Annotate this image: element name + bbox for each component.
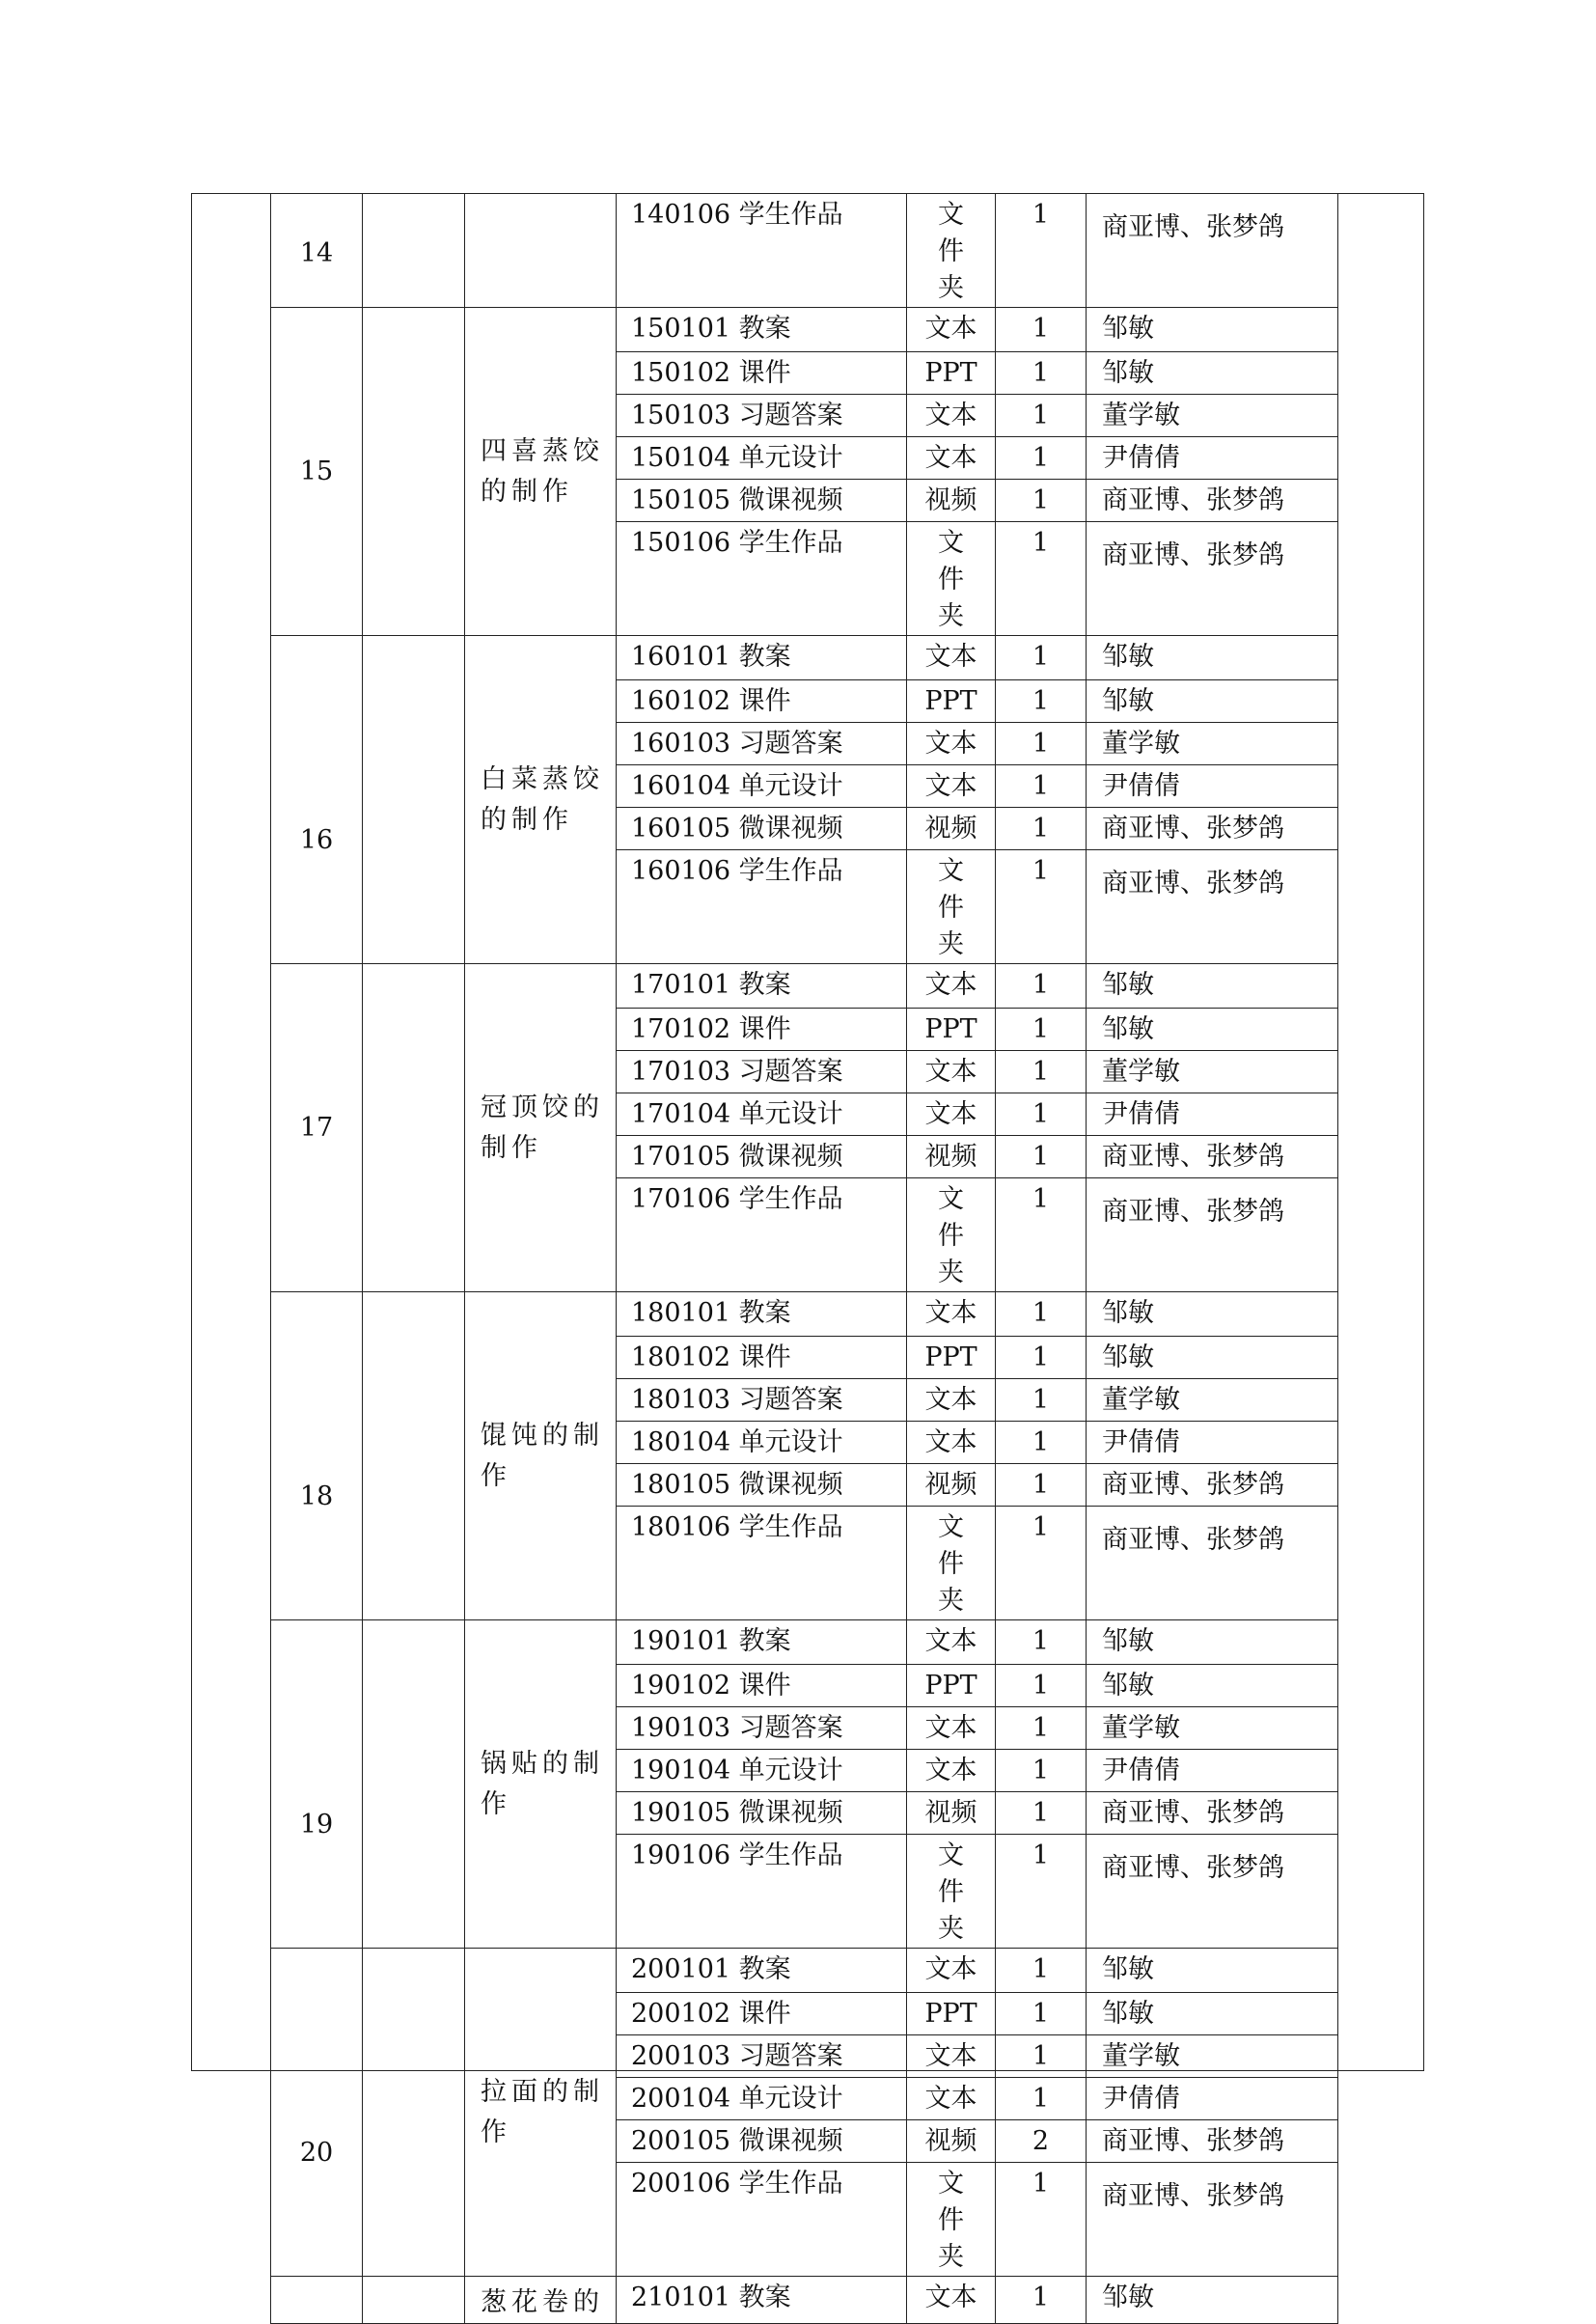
resource-author: 商亚博、张梦鸽 [1087, 808, 1338, 850]
resource-count: 1 [996, 1051, 1087, 1093]
resource-type: PPT [907, 352, 996, 395]
table-row [271, 636, 1338, 680]
resource-type: 文本 [907, 1051, 996, 1093]
resource-author: 邹敏 [1087, 1993, 1338, 2035]
resource-count: 1 [996, 1136, 1087, 1178]
resource-type: 视频 [907, 1464, 996, 1507]
resource-count: 1 [996, 1949, 1087, 1993]
resource-type: 文本 [907, 395, 996, 437]
resource-type: 视频 [907, 2120, 996, 2163]
resource-author: 尹倩倩 [1087, 765, 1338, 808]
resource-count: 1 [996, 1422, 1087, 1464]
resource-name: 160106 学生作品 [617, 850, 907, 964]
resource-type: 视频 [907, 480, 996, 522]
resource-author: 商亚博、张梦鸽 [1087, 1792, 1338, 1835]
resource-type: 文本 [907, 636, 996, 680]
resource-author: 邹敏 [1087, 308, 1338, 352]
topic-cell: 锅贴的制作 [465, 1620, 617, 1949]
group-number: 19 [271, 1620, 363, 1949]
resource-count: 1 [996, 480, 1087, 522]
resource-type: 文件夹 [907, 522, 996, 636]
resource-author: 商亚博、张梦鸽 [1087, 522, 1338, 636]
resource-name: 190106 学生作品 [617, 1835, 907, 1949]
resource-name: 140106 学生作品 [617, 194, 907, 308]
resource-count: 1 [996, 964, 1087, 1009]
blank-cell [363, 1949, 465, 2277]
resource-name: 190101 教案 [617, 1620, 907, 1665]
resource-type: 文本 [907, 1422, 996, 1464]
resource-author: 尹倩倩 [1087, 1093, 1338, 1136]
resource-type: 视频 [907, 1792, 996, 1835]
table-row [271, 2277, 1338, 2324]
resource-count: 1 [996, 1993, 1087, 2035]
resource-author: 邹敏 [1087, 352, 1338, 395]
resource-type: PPT [907, 1337, 996, 1379]
resource-author: 邹敏 [1087, 1665, 1338, 1707]
resource-name: 150106 学生作品 [617, 522, 907, 636]
resource-type: PPT [907, 1993, 996, 2035]
resource-type: 文本 [907, 765, 996, 808]
resource-type: 文件夹 [907, 1178, 996, 1292]
resource-count: 1 [996, 522, 1087, 636]
resource-type: 文本 [907, 1750, 996, 1792]
resource-name: 180104 单元设计 [617, 1422, 907, 1464]
resource-author: 董学敏 [1087, 2035, 1338, 2078]
resource-type: 视频 [907, 808, 996, 850]
resource-author: 邹敏 [1087, 1009, 1338, 1051]
resource-type: 文本 [907, 2078, 996, 2120]
resource-count: 1 [996, 723, 1087, 765]
resource-type: 文本 [907, 1949, 996, 1993]
resource-count: 1 [996, 1292, 1087, 1337]
resource-name: 200103 习题答案 [617, 2035, 907, 2078]
resource-name: 170106 学生作品 [617, 1178, 907, 1292]
resource-type: 文件夹 [907, 2163, 996, 2277]
resource-count: 1 [996, 1507, 1087, 1620]
resource-name: 180106 学生作品 [617, 1507, 907, 1620]
resource-count: 1 [996, 1464, 1087, 1507]
resource-author: 董学敏 [1087, 395, 1338, 437]
group-number: 17 [271, 964, 363, 1292]
resource-author: 邹敏 [1087, 1337, 1338, 1379]
resource-count: 1 [996, 1379, 1087, 1422]
resource-count: 1 [996, 2035, 1087, 2078]
resource-name: 160102 课件 [617, 680, 907, 723]
resource-name: 190102 课件 [617, 1665, 907, 1707]
resource-type: 文本 [907, 1093, 996, 1136]
resource-count: 1 [996, 2078, 1087, 2120]
table-row [271, 308, 1338, 352]
resource-count: 2 [996, 2120, 1087, 2163]
resource-count: 1 [996, 1707, 1087, 1750]
resource-type: 文件夹 [907, 850, 996, 964]
group-number: 20 [271, 1949, 363, 2277]
resource-count: 1 [996, 850, 1087, 964]
resource-type: PPT [907, 680, 996, 723]
resource-name: 180103 习题答案 [617, 1379, 907, 1422]
group-number [271, 2277, 363, 2324]
resource-name: 160104 单元设计 [617, 765, 907, 808]
blank-cell [363, 1292, 465, 1620]
resource-author: 商亚博、张梦鸽 [1087, 2163, 1338, 2277]
resource-name: 160103 习题答案 [617, 723, 907, 765]
resource-table [270, 193, 1338, 2324]
blank-cell [363, 2277, 465, 2324]
resource-author: 邹敏 [1087, 1620, 1338, 1665]
topic-cell: 四喜蒸饺的制作 [465, 308, 617, 636]
resource-type: 文本 [907, 1620, 996, 1665]
resource-name: 170103 习题答案 [617, 1051, 907, 1093]
resource-type: 文本 [907, 1379, 996, 1422]
resource-name: 150102 课件 [617, 352, 907, 395]
resource-count: 1 [996, 1665, 1087, 1707]
group-number: 18 [271, 1292, 363, 1620]
resource-author: 尹倩倩 [1087, 2078, 1338, 2120]
table-row [271, 964, 1338, 1009]
resource-name: 170105 微课视频 [617, 1136, 907, 1178]
resource-count: 1 [996, 636, 1087, 680]
resource-type: 文本 [907, 1707, 996, 1750]
resource-author: 商亚博、张梦鸽 [1087, 2120, 1338, 2163]
resource-count: 1 [996, 1009, 1087, 1051]
resource-name: 170102 课件 [617, 1009, 907, 1051]
topic-cell: 拉面的制作 [465, 1949, 617, 2277]
resource-name: 150104 单元设计 [617, 437, 907, 480]
resource-author: 邹敏 [1087, 964, 1338, 1009]
resource-author: 尹倩倩 [1087, 1422, 1338, 1464]
resource-name: 150103 习题答案 [617, 395, 907, 437]
blank-cell [363, 964, 465, 1292]
resource-type: 文本 [907, 308, 996, 352]
resource-count: 1 [996, 2277, 1087, 2324]
resource-author: 尹倩倩 [1087, 437, 1338, 480]
resource-type: 文件夹 [907, 1507, 996, 1620]
topic-cell: 馄饨的制作 [465, 1292, 617, 1620]
resource-type: 文件夹 [907, 194, 996, 308]
topic-cell [465, 194, 617, 308]
resource-author: 邹敏 [1087, 680, 1338, 723]
resource-type: 文本 [907, 2277, 996, 2324]
resource-author: 邹敏 [1087, 2277, 1338, 2324]
resource-name: 170101 教案 [617, 964, 907, 1009]
resource-type: 视频 [907, 1136, 996, 1178]
resource-name: 180102 课件 [617, 1337, 907, 1379]
resource-count: 1 [996, 1337, 1087, 1379]
resource-count: 1 [996, 1835, 1087, 1949]
resource-count: 1 [996, 2163, 1087, 2277]
resource-name: 200106 学生作品 [617, 2163, 907, 2277]
table-row [271, 1620, 1338, 1665]
resource-name: 200101 教案 [617, 1949, 907, 1993]
topic-cell: 冠顶饺的制作 [465, 964, 617, 1292]
resource-name: 190103 习题答案 [617, 1707, 907, 1750]
resource-type: 文本 [907, 1292, 996, 1337]
resource-name: 180105 微课视频 [617, 1464, 907, 1507]
resource-author: 邹敏 [1087, 1949, 1338, 1993]
blank-cell [363, 636, 465, 964]
resource-count: 1 [996, 437, 1087, 480]
group-number: 15 [271, 308, 363, 636]
resource-count: 1 [996, 352, 1087, 395]
resource-name: 190104 单元设计 [617, 1750, 907, 1792]
resource-name: 150105 微课视频 [617, 480, 907, 522]
resource-count: 1 [996, 680, 1087, 723]
resource-type: 文件夹 [907, 1835, 996, 1949]
resource-count: 1 [996, 765, 1087, 808]
resource-name: 170104 单元设计 [617, 1093, 907, 1136]
blank-cell [363, 308, 465, 636]
resource-author: 董学敏 [1087, 1379, 1338, 1422]
resource-name: 190105 微课视频 [617, 1792, 907, 1835]
group-number: 16 [271, 636, 363, 964]
resource-count: 1 [996, 194, 1087, 308]
table-row [271, 194, 1338, 308]
resource-count: 1 [996, 308, 1087, 352]
table-row [271, 1292, 1338, 1337]
resource-author: 邹敏 [1087, 1292, 1338, 1337]
resource-count: 1 [996, 1792, 1087, 1835]
resource-type: 文本 [907, 437, 996, 480]
resource-name: 160101 教案 [617, 636, 907, 680]
resource-count: 1 [996, 1178, 1087, 1292]
resource-name: 200104 单元设计 [617, 2078, 907, 2120]
resource-count: 1 [996, 395, 1087, 437]
resource-type: PPT [907, 1665, 996, 1707]
resource-author: 商亚博、张梦鸽 [1087, 1136, 1338, 1178]
resource-name: 150101 教案 [617, 308, 907, 352]
resource-author: 尹倩倩 [1087, 1750, 1338, 1792]
resource-type: PPT [907, 1009, 996, 1051]
group-number: 14 [271, 194, 363, 308]
resource-count: 1 [996, 1093, 1087, 1136]
resource-name: 160105 微课视频 [617, 808, 907, 850]
resource-author: 邹敏 [1087, 636, 1338, 680]
resource-author: 董学敏 [1087, 1707, 1338, 1750]
topic-cell: 白菜蒸饺的制作 [465, 636, 617, 964]
topic-cell: 葱花卷的 [465, 2277, 617, 2324]
resource-name: 210101 教案 [617, 2277, 907, 2324]
blank-cell [363, 1620, 465, 1949]
resource-count: 1 [996, 1620, 1087, 1665]
resource-type: 文本 [907, 2035, 996, 2078]
table-row [271, 1949, 1338, 1993]
resource-author: 商亚博、张梦鸽 [1087, 480, 1338, 522]
resource-author: 商亚博、张梦鸽 [1087, 1178, 1338, 1292]
resource-author: 董学敏 [1087, 1051, 1338, 1093]
resource-count: 1 [996, 808, 1087, 850]
resource-type: 文本 [907, 723, 996, 765]
resource-author: 商亚博、张梦鸽 [1087, 194, 1338, 308]
resource-author: 商亚博、张梦鸽 [1087, 850, 1338, 964]
resource-type: 文本 [907, 964, 996, 1009]
resource-author: 商亚博、张梦鸽 [1087, 1835, 1338, 1949]
resource-name: 180101 教案 [617, 1292, 907, 1337]
resource-author: 董学敏 [1087, 723, 1338, 765]
resource-name: 200102 课件 [617, 1993, 907, 2035]
resource-author: 商亚博、张梦鸽 [1087, 1464, 1338, 1507]
resource-name: 200105 微课视频 [617, 2120, 907, 2163]
resource-count: 1 [996, 1750, 1087, 1792]
resource-author: 商亚博、张梦鸽 [1087, 1507, 1338, 1620]
blank-cell [363, 194, 465, 308]
